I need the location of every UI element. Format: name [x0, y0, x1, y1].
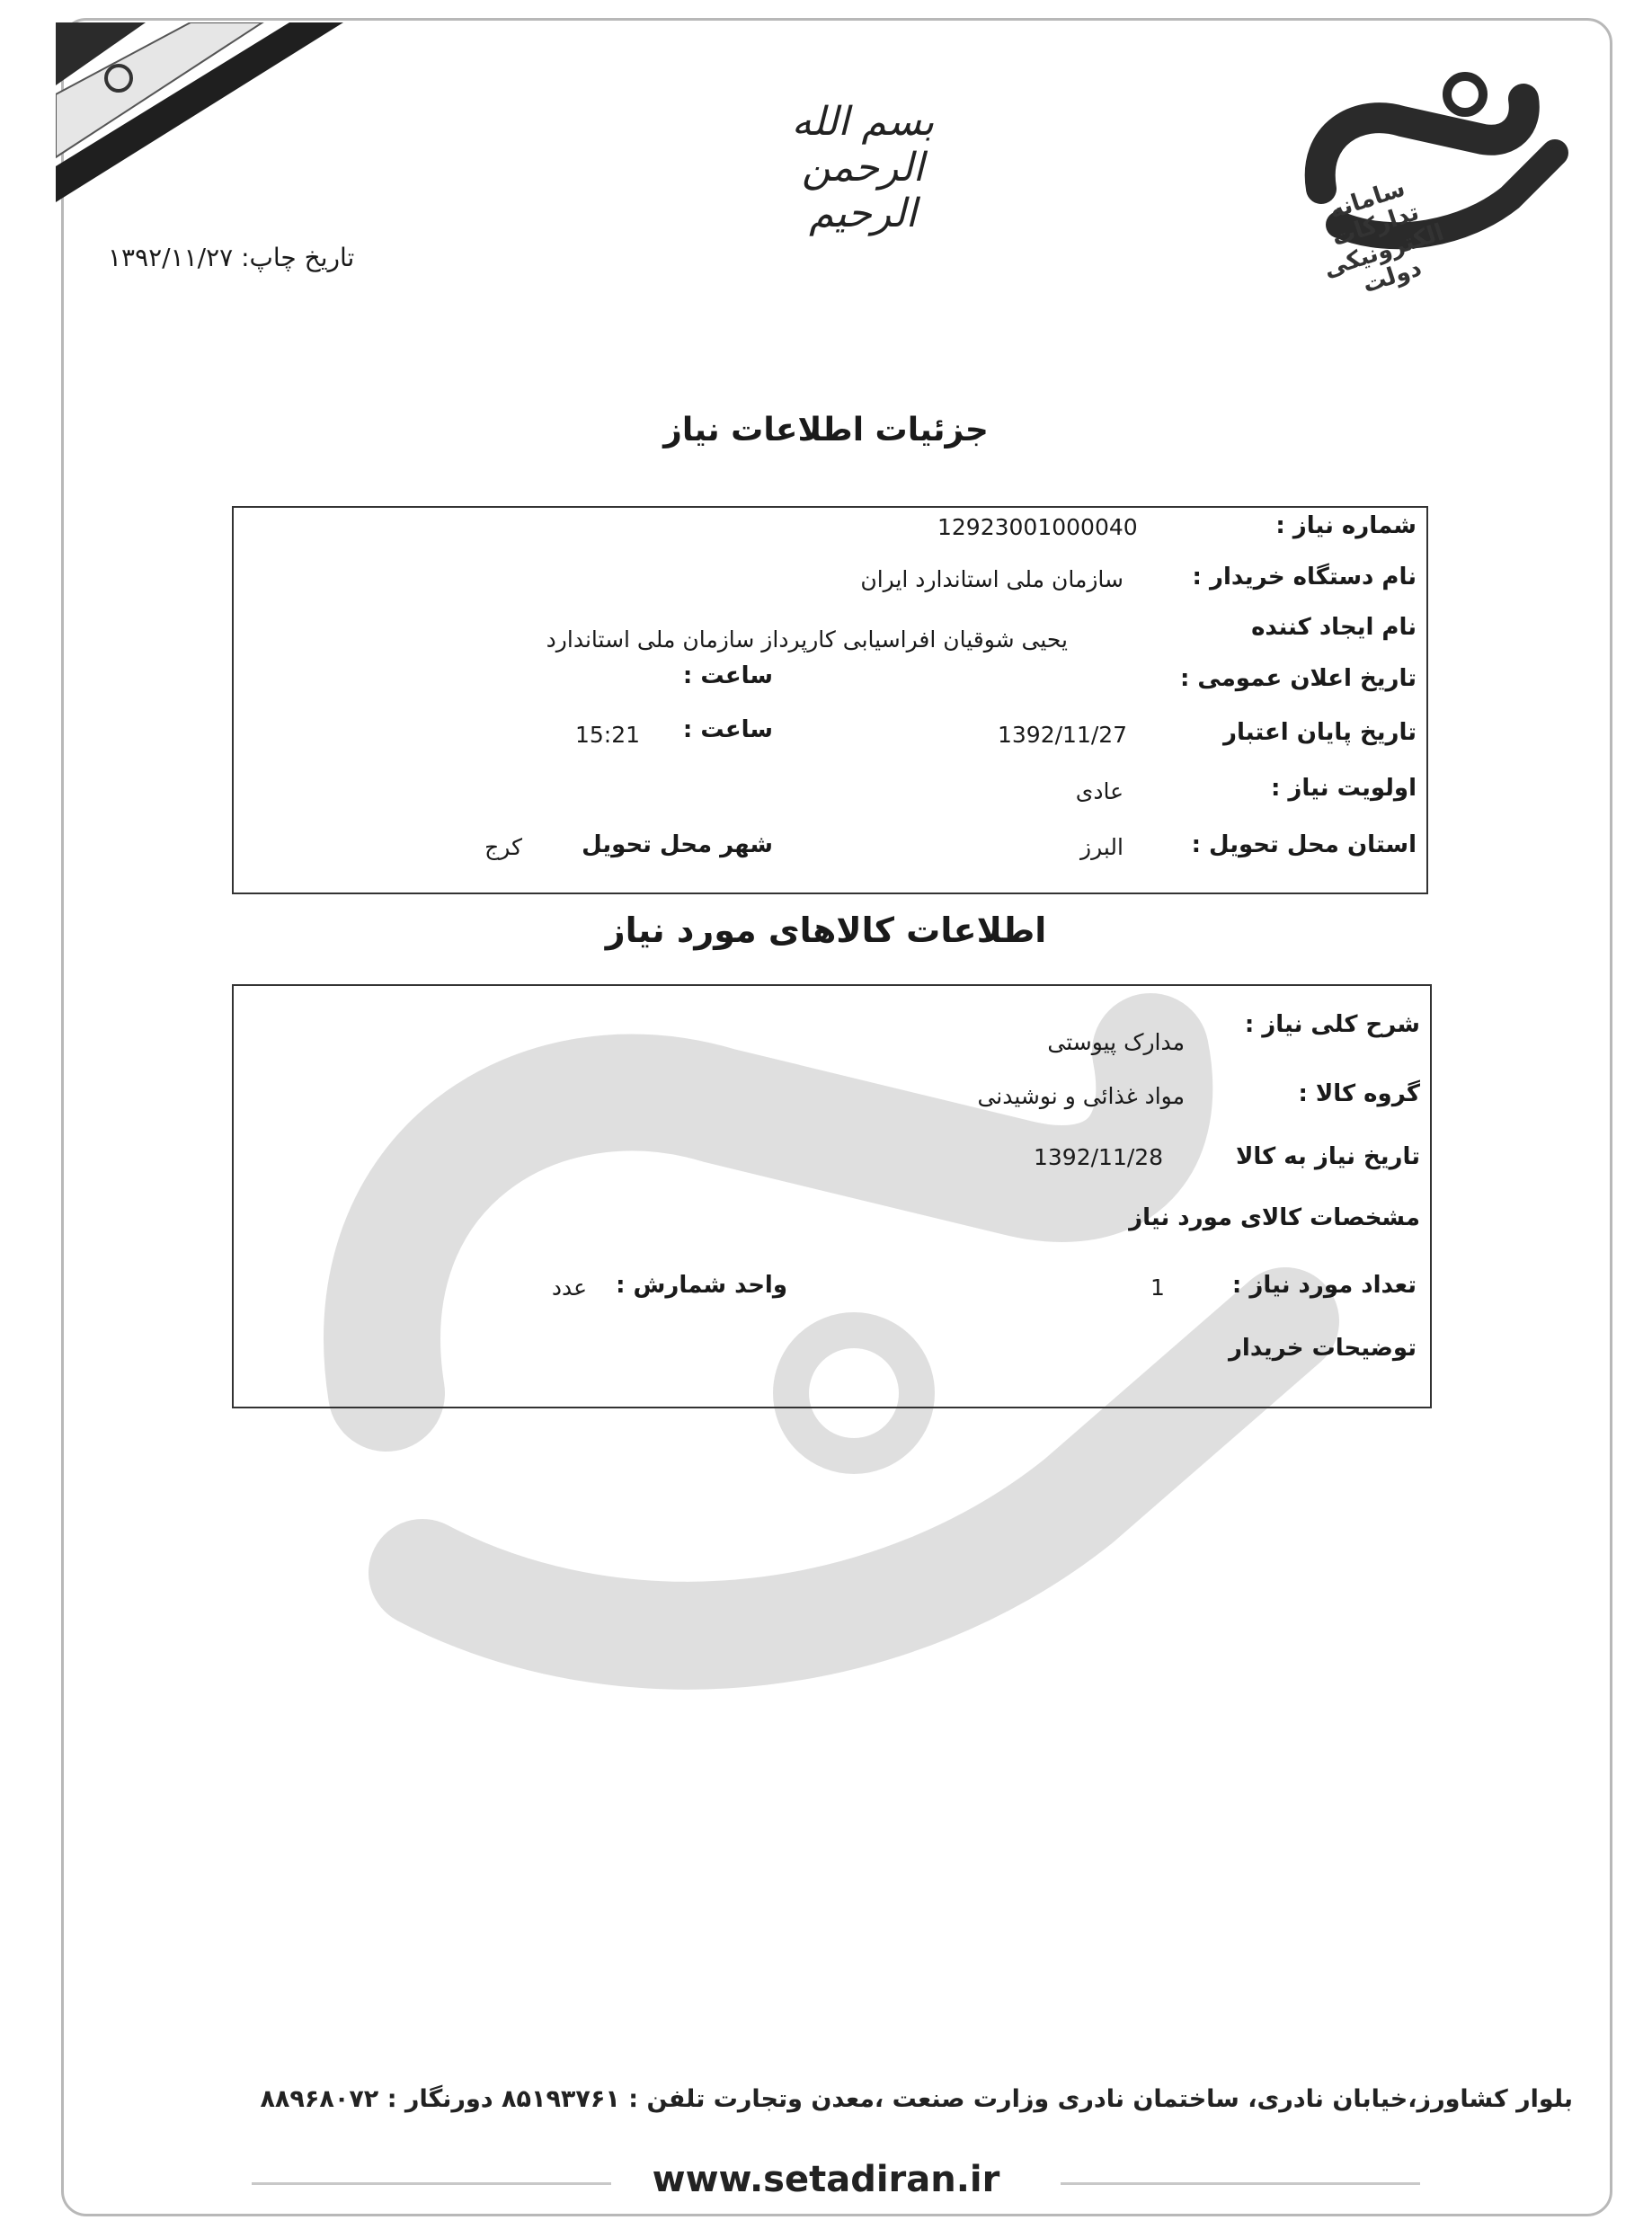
description-label: شرح کلی نیاز :	[1244, 1011, 1420, 1038]
bismillah-calligraphy: بسم الله الرحمن الرحیم	[791, 99, 935, 236]
expiry-date-label: تاریخ پایان اعتبار	[1223, 719, 1417, 746]
description-value: مدارک پیوستی	[1047, 1029, 1185, 1055]
footer-address: بلوار کشاورز،خیابان نادری، ساختمان نادری وزارت صنعت ،معدن وتجارت تلفن : ۸۵۱۹۳۷۶۱ دورنگار : ۸۸۹۶۸۰۷۲	[260, 2085, 1573, 2113]
logo-text: سامانه تدارکات الکترونیکی دولت	[1320, 174, 1448, 299]
need-date-label: تاریخ نیاز به کالا	[1235, 1143, 1420, 1170]
expiry-date-value: 1392/11/27	[998, 722, 1128, 748]
section-title-need-details: جزئیات اطلاعات نیاز	[663, 412, 989, 448]
unit-label: واحد شمارش :	[616, 1272, 787, 1299]
buyer-notes-label: توضیحات خریدار	[1228, 1335, 1417, 1362]
expiry-time-label: ساعت :	[682, 716, 773, 743]
flag-emblem-icon	[56, 22, 343, 202]
province-label: استان محل تحویل :	[1191, 831, 1417, 858]
group-label: گروه کالا :	[1298, 1080, 1420, 1107]
province-value: البرز	[1080, 834, 1124, 860]
quantity-label: تعداد مورد نیاز :	[1231, 1272, 1417, 1299]
group-value: مواد غذائی و نوشیدنی	[977, 1083, 1185, 1109]
creator-label: نام ایجاد کننده	[1251, 614, 1417, 641]
city-value: کرج	[484, 834, 522, 860]
priority-value: عادی	[1075, 778, 1124, 804]
print-date: تاریخ چاپ: ۱۳۹۲/۱۱/۲۷	[108, 243, 355, 272]
quantity-value: 1	[1150, 1274, 1165, 1301]
need-date-value: 1392/11/28	[1034, 1144, 1164, 1170]
priority-label: اولویت نیاز :	[1270, 775, 1417, 802]
need-number-value: 12923001000040	[937, 514, 1138, 540]
expiry-time-value: 15:21	[575, 722, 641, 748]
creator-value: یحیی شوقیان افراسیابی کارپرداز سازمان ملی استاندارد	[546, 626, 1068, 653]
buyer-label: نام دستگاه خریدار :	[1192, 564, 1417, 591]
unit-value: عدد	[551, 1274, 587, 1301]
footer-website[interactable]: www.setadiran.ir	[652, 2159, 1000, 2200]
specs-label: مشخصات کالای مورد نیاز	[1129, 1204, 1420, 1231]
buyer-value: سازمان ملی استاندارد ایران	[860, 566, 1124, 592]
city-label: شهر محل تحویل	[582, 831, 773, 858]
section-title-goods-info: اطلاعات کالاهای مورد نیاز	[605, 910, 1047, 950]
announce-time-label: ساعت :	[682, 662, 773, 689]
announce-date-label: تاریخ اعلان عمومی :	[1179, 665, 1417, 692]
need-number-label: شماره نیاز :	[1275, 512, 1417, 539]
